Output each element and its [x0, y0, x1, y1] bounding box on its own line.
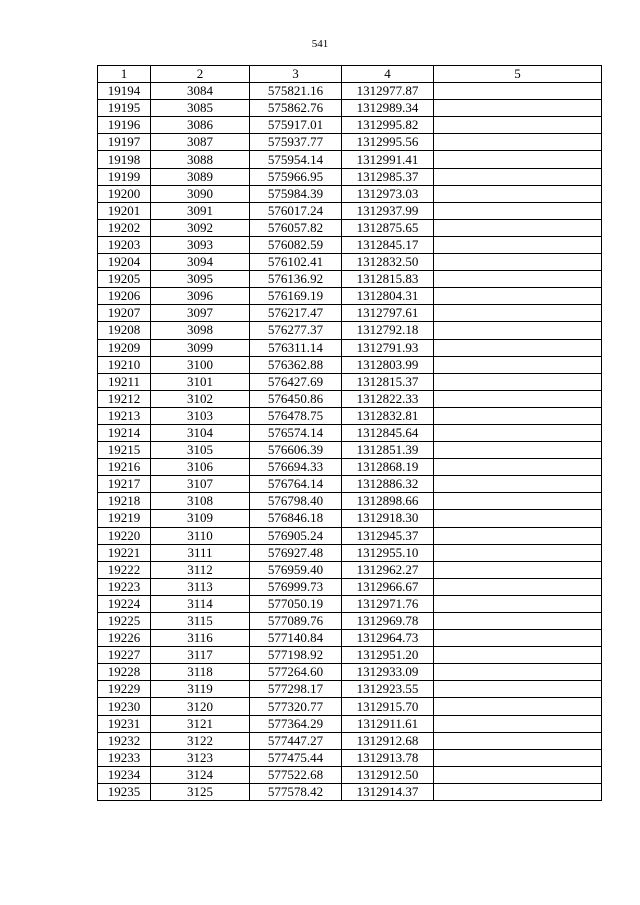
table-cell-col-4: 1312912.68	[342, 732, 434, 749]
table-cell-col-3: 576450.86	[250, 390, 342, 407]
table-cell-col-4: 1312913.78	[342, 749, 434, 766]
table-cell-col-5	[434, 544, 602, 561]
table-cell-col-3: 576017.24	[250, 202, 342, 219]
table-cell-col-4: 1312955.10	[342, 544, 434, 561]
table-cell-col-4: 1312951.20	[342, 647, 434, 664]
table-row	[98, 134, 602, 151]
table-cell-col-1: 19220	[98, 527, 151, 544]
table-cell-col-3: 575937.77	[250, 134, 342, 151]
table-cell-col-3: 576798.40	[250, 493, 342, 510]
table-cell-col-1: 19217	[98, 476, 151, 493]
table-row	[98, 510, 602, 527]
table-cell-col-1: 19210	[98, 356, 151, 373]
table-cell-col-5	[434, 493, 602, 510]
table-cell-col-4: 1312962.27	[342, 561, 434, 578]
table-cell-col-2: 3099	[151, 339, 250, 356]
table-cell-col-1: 19194	[98, 83, 151, 100]
table-cell-col-5	[434, 390, 602, 407]
table-row	[98, 493, 602, 510]
table-cell-col-5	[434, 613, 602, 630]
table-cell-col-1: 19209	[98, 339, 151, 356]
table-cell-col-4: 1312995.82	[342, 117, 434, 134]
table-row	[98, 681, 602, 698]
table-cell-col-5	[434, 715, 602, 732]
table-row	[98, 476, 602, 493]
table-cell-col-3: 577475.44	[250, 749, 342, 766]
table-cell-col-2: 3112	[151, 561, 250, 578]
table-row	[98, 749, 602, 766]
table-row	[98, 185, 602, 202]
table-cell-col-3: 576136.92	[250, 271, 342, 288]
table-row	[98, 647, 602, 664]
table-row	[98, 254, 602, 271]
table-cell-col-1: 19224	[98, 595, 151, 612]
table-cell-col-4: 1312933.09	[342, 664, 434, 681]
table-cell-col-1: 19196	[98, 117, 151, 134]
table-cell-col-2: 3085	[151, 100, 250, 117]
table-row	[98, 288, 602, 305]
table-cell-col-3: 575966.95	[250, 168, 342, 185]
table-row	[98, 151, 602, 168]
table-cell-col-2: 3104	[151, 424, 250, 441]
table-cell-col-3: 577298.17	[250, 681, 342, 698]
table-cell-col-4: 1312832.50	[342, 254, 434, 271]
table-cell-col-3: 576846.18	[250, 510, 342, 527]
table-cell-col-4: 1312868.19	[342, 459, 434, 476]
table-cell-col-3: 576694.33	[250, 459, 342, 476]
table-cell-col-5	[434, 561, 602, 578]
table-cell-col-2: 3090	[151, 185, 250, 202]
table-cell-col-5	[434, 681, 602, 698]
header-cell-1: 1	[98, 66, 151, 83]
table-cell-col-2: 3121	[151, 715, 250, 732]
table-cell-col-2: 3094	[151, 254, 250, 271]
table-cell-col-5	[434, 100, 602, 117]
table-cell-col-5	[434, 527, 602, 544]
table-row	[98, 578, 602, 595]
table-cell-col-5	[434, 185, 602, 202]
table-cell-col-4: 1312803.99	[342, 356, 434, 373]
table-row	[98, 168, 602, 185]
header-cell-4: 4	[342, 66, 434, 83]
table-cell-col-4: 1312969.78	[342, 613, 434, 630]
table-cell-col-2: 3087	[151, 134, 250, 151]
table-cell-col-4: 1312804.31	[342, 288, 434, 305]
table-cell-col-1: 19235	[98, 783, 151, 800]
table-cell-col-1: 19233	[98, 749, 151, 766]
table-cell-col-4: 1312911.61	[342, 715, 434, 732]
table-cell-col-4: 1312923.55	[342, 681, 434, 698]
table-row	[98, 305, 602, 322]
table-cell-col-3: 576057.82	[250, 219, 342, 236]
table-cell-col-2: 3119	[151, 681, 250, 698]
table-cell-col-5	[434, 424, 602, 441]
table-cell-col-2: 3089	[151, 168, 250, 185]
table-cell-col-2: 3105	[151, 442, 250, 459]
table-cell-col-5	[434, 732, 602, 749]
table-cell-col-5	[434, 83, 602, 100]
table-cell-col-1: 19229	[98, 681, 151, 698]
table-cell-col-3: 575821.16	[250, 83, 342, 100]
table-cell-col-5	[434, 134, 602, 151]
table-cell-col-5	[434, 578, 602, 595]
table-cell-col-4: 1312937.99	[342, 202, 434, 219]
table-row	[98, 322, 602, 339]
table-cell-col-5	[434, 288, 602, 305]
table-cell-col-4: 1312915.70	[342, 698, 434, 715]
table-cell-col-3: 576311.14	[250, 339, 342, 356]
table-cell-col-1: 19206	[98, 288, 151, 305]
table-row	[98, 664, 602, 681]
table-cell-col-1: 19205	[98, 271, 151, 288]
table-cell-col-1: 19202	[98, 219, 151, 236]
table-cell-col-2: 3097	[151, 305, 250, 322]
table-cell-col-5	[434, 407, 602, 424]
table-cell-col-1: 19216	[98, 459, 151, 476]
table-cell-col-2: 3124	[151, 766, 250, 783]
table-cell-col-1: 19218	[98, 493, 151, 510]
table-cell-col-1: 19212	[98, 390, 151, 407]
table-cell-col-1: 19232	[98, 732, 151, 749]
table-body	[98, 83, 602, 801]
table-cell-col-5	[434, 664, 602, 681]
table-cell-col-1: 19211	[98, 373, 151, 390]
table-cell-col-5	[434, 254, 602, 271]
table-cell-col-4: 1312912.50	[342, 766, 434, 783]
table-cell-col-4: 1312791.93	[342, 339, 434, 356]
table-cell-col-4: 1312845.64	[342, 424, 434, 441]
table-cell-col-3: 576427.69	[250, 373, 342, 390]
table-cell-col-2: 3118	[151, 664, 250, 681]
table-cell-col-1: 19226	[98, 630, 151, 647]
table-cell-col-5	[434, 168, 602, 185]
table-cell-col-1: 19207	[98, 305, 151, 322]
table-cell-col-2: 3098	[151, 322, 250, 339]
table-cell-col-3: 576277.37	[250, 322, 342, 339]
header-cell-3: 3	[250, 66, 342, 83]
table-cell-col-5	[434, 202, 602, 219]
table-cell-col-2: 3120	[151, 698, 250, 715]
table-cell-col-5	[434, 749, 602, 766]
table-cell-col-2: 3096	[151, 288, 250, 305]
table-cell-col-5	[434, 595, 602, 612]
table-cell-col-4: 1312815.37	[342, 373, 434, 390]
table-cell-col-2: 3111	[151, 544, 250, 561]
table-row	[98, 698, 602, 715]
table-cell-col-4: 1312964.73	[342, 630, 434, 647]
table-cell-col-1: 19215	[98, 442, 151, 459]
table-cell-col-1: 19223	[98, 578, 151, 595]
table-cell-col-5	[434, 459, 602, 476]
table-cell-col-4: 1312797.61	[342, 305, 434, 322]
table-cell-col-1: 19234	[98, 766, 151, 783]
table-cell-col-2: 3103	[151, 407, 250, 424]
table-cell-col-2: 3110	[151, 527, 250, 544]
table-cell-col-1: 19208	[98, 322, 151, 339]
page-number: 541	[311, 38, 329, 50]
table-cell-col-3: 576905.24	[250, 527, 342, 544]
header-row	[98, 66, 602, 83]
table-cell-col-2: 3106	[151, 459, 250, 476]
table-cell-col-3: 576082.59	[250, 236, 342, 253]
table-row	[98, 766, 602, 783]
table-cell-col-2: 3117	[151, 647, 250, 664]
table-cell-col-1: 19222	[98, 561, 151, 578]
table-row	[98, 83, 602, 100]
table-cell-col-3: 576764.14	[250, 476, 342, 493]
table-cell-col-2: 3123	[151, 749, 250, 766]
table-row	[98, 407, 602, 424]
table-cell-col-4: 1312991.41	[342, 151, 434, 168]
table-cell-col-1: 19225	[98, 613, 151, 630]
table-cell-col-1: 19228	[98, 664, 151, 681]
table-cell-col-5	[434, 647, 602, 664]
table-cell-col-5	[434, 271, 602, 288]
table-cell-col-2: 3086	[151, 117, 250, 134]
table-cell-col-1: 19198	[98, 151, 151, 168]
table-cell-col-4: 1312918.30	[342, 510, 434, 527]
table-cell-col-1: 19213	[98, 407, 151, 424]
table-row	[98, 595, 602, 612]
table-row	[98, 783, 602, 800]
table-cell-col-1: 19231	[98, 715, 151, 732]
table-cell-col-3: 577320.77	[250, 698, 342, 715]
table-row	[98, 459, 602, 476]
table-cell-col-1: 19230	[98, 698, 151, 715]
table-cell-col-4: 1312875.65	[342, 219, 434, 236]
table-cell-col-3: 575954.14	[250, 151, 342, 168]
table-cell-col-3: 576169.19	[250, 288, 342, 305]
table-cell-col-4: 1312945.37	[342, 527, 434, 544]
table-row	[98, 613, 602, 630]
coordinates-table	[97, 65, 602, 801]
table-cell-col-3: 576999.73	[250, 578, 342, 595]
table-cell-col-3: 577364.29	[250, 715, 342, 732]
table-row	[98, 271, 602, 288]
table-cell-col-3: 577089.76	[250, 613, 342, 630]
table-cell-col-5	[434, 510, 602, 527]
table-cell-col-3: 577447.27	[250, 732, 342, 749]
table-cell-col-5	[434, 339, 602, 356]
table-cell-col-1: 19199	[98, 168, 151, 185]
table-row	[98, 630, 602, 647]
table-cell-col-4: 1312845.17	[342, 236, 434, 253]
table-cell-col-4: 1312914.37	[342, 783, 434, 800]
header-cell-2: 2	[151, 66, 250, 83]
table-cell-col-2: 3113	[151, 578, 250, 595]
table-cell-col-1: 19195	[98, 100, 151, 117]
table-cell-col-2: 3093	[151, 236, 250, 253]
table-cell-col-2: 3125	[151, 783, 250, 800]
table-cell-col-3: 576606.39	[250, 442, 342, 459]
table-row	[98, 715, 602, 732]
table-row	[98, 442, 602, 459]
table-cell-col-3: 576102.41	[250, 254, 342, 271]
table-cell-col-5	[434, 305, 602, 322]
table-header	[98, 66, 602, 83]
table-cell-col-3: 577264.60	[250, 664, 342, 681]
table-cell-col-4: 1312851.39	[342, 442, 434, 459]
table-row	[98, 373, 602, 390]
table-cell-col-3: 577578.42	[250, 783, 342, 800]
table-cell-col-5	[434, 151, 602, 168]
table-cell-col-2: 3122	[151, 732, 250, 749]
table-cell-col-4: 1312995.56	[342, 134, 434, 151]
table-row	[98, 544, 602, 561]
table-cell-col-4: 1312977.87	[342, 83, 434, 100]
table-row	[98, 117, 602, 134]
table-cell-col-3: 576217.47	[250, 305, 342, 322]
table-cell-col-1: 19197	[98, 134, 151, 151]
table-cell-col-2: 3101	[151, 373, 250, 390]
table-cell-col-2: 3102	[151, 390, 250, 407]
table-cell-col-3: 576959.40	[250, 561, 342, 578]
table-cell-col-1: 19221	[98, 544, 151, 561]
table-cell-col-1: 19214	[98, 424, 151, 441]
table-cell-col-4: 1312822.33	[342, 390, 434, 407]
table-cell-col-5	[434, 117, 602, 134]
table-cell-col-3: 577198.92	[250, 647, 342, 664]
table-cell-col-5	[434, 442, 602, 459]
table-cell-col-2: 3107	[151, 476, 250, 493]
table-cell-col-5	[434, 356, 602, 373]
table-cell-col-5	[434, 630, 602, 647]
table-cell-col-5	[434, 219, 602, 236]
table-cell-col-3: 576927.48	[250, 544, 342, 561]
table-cell-col-5	[434, 476, 602, 493]
table-cell-col-1: 19227	[98, 647, 151, 664]
table-cell-col-3: 577050.19	[250, 595, 342, 612]
table-cell-col-2: 3084	[151, 83, 250, 100]
table-cell-col-4: 1312973.03	[342, 185, 434, 202]
table-cell-col-5	[434, 322, 602, 339]
table-cell-col-3: 576574.14	[250, 424, 342, 441]
table-cell-col-2: 3100	[151, 356, 250, 373]
table-cell-col-4: 1312966.67	[342, 578, 434, 595]
table-cell-col-2: 3114	[151, 595, 250, 612]
table-row	[98, 527, 602, 544]
table-cell-col-3: 577140.84	[250, 630, 342, 647]
table-cell-col-5	[434, 783, 602, 800]
table-row	[98, 202, 602, 219]
table-row	[98, 390, 602, 407]
table-cell-col-2: 3116	[151, 630, 250, 647]
table-cell-col-1: 19203	[98, 236, 151, 253]
table-cell-col-2: 3115	[151, 613, 250, 630]
table-cell-col-1: 19219	[98, 510, 151, 527]
table-row	[98, 100, 602, 117]
table-cell-col-4: 1312898.66	[342, 493, 434, 510]
table-cell-col-4: 1312832.81	[342, 407, 434, 424]
table-cell-col-5	[434, 373, 602, 390]
table-cell-col-3: 576362.88	[250, 356, 342, 373]
table-cell-col-5	[434, 766, 602, 783]
table-cell-col-2: 3109	[151, 510, 250, 527]
table-cell-col-2: 3091	[151, 202, 250, 219]
table-row	[98, 561, 602, 578]
table-cell-col-3: 575917.01	[250, 117, 342, 134]
table-cell-col-3: 575862.76	[250, 100, 342, 117]
table-cell-col-1: 19201	[98, 202, 151, 219]
table-cell-col-3: 575984.39	[250, 185, 342, 202]
table-row	[98, 339, 602, 356]
table-cell-col-3: 576478.75	[250, 407, 342, 424]
table-row	[98, 219, 602, 236]
table-cell-col-2: 3092	[151, 219, 250, 236]
table-cell-col-4: 1312815.83	[342, 271, 434, 288]
table-cell-col-2: 3108	[151, 493, 250, 510]
table-row	[98, 424, 602, 441]
table-cell-col-4: 1312792.18	[342, 322, 434, 339]
table-row	[98, 732, 602, 749]
table-row	[98, 356, 602, 373]
table-cell-col-4: 1312886.32	[342, 476, 434, 493]
table-cell-col-5	[434, 698, 602, 715]
table-cell-col-4: 1312971.76	[342, 595, 434, 612]
table-cell-col-5	[434, 236, 602, 253]
table-cell-col-3: 577522.68	[250, 766, 342, 783]
table-cell-col-2: 3088	[151, 151, 250, 168]
table-cell-col-1: 19204	[98, 254, 151, 271]
table-cell-col-2: 3095	[151, 271, 250, 288]
table-cell-col-4: 1312989.34	[342, 100, 434, 117]
header-cell-5: 5	[434, 66, 602, 83]
table-row	[98, 236, 602, 253]
table-cell-col-4: 1312985.37	[342, 168, 434, 185]
table-cell-col-1: 19200	[98, 185, 151, 202]
